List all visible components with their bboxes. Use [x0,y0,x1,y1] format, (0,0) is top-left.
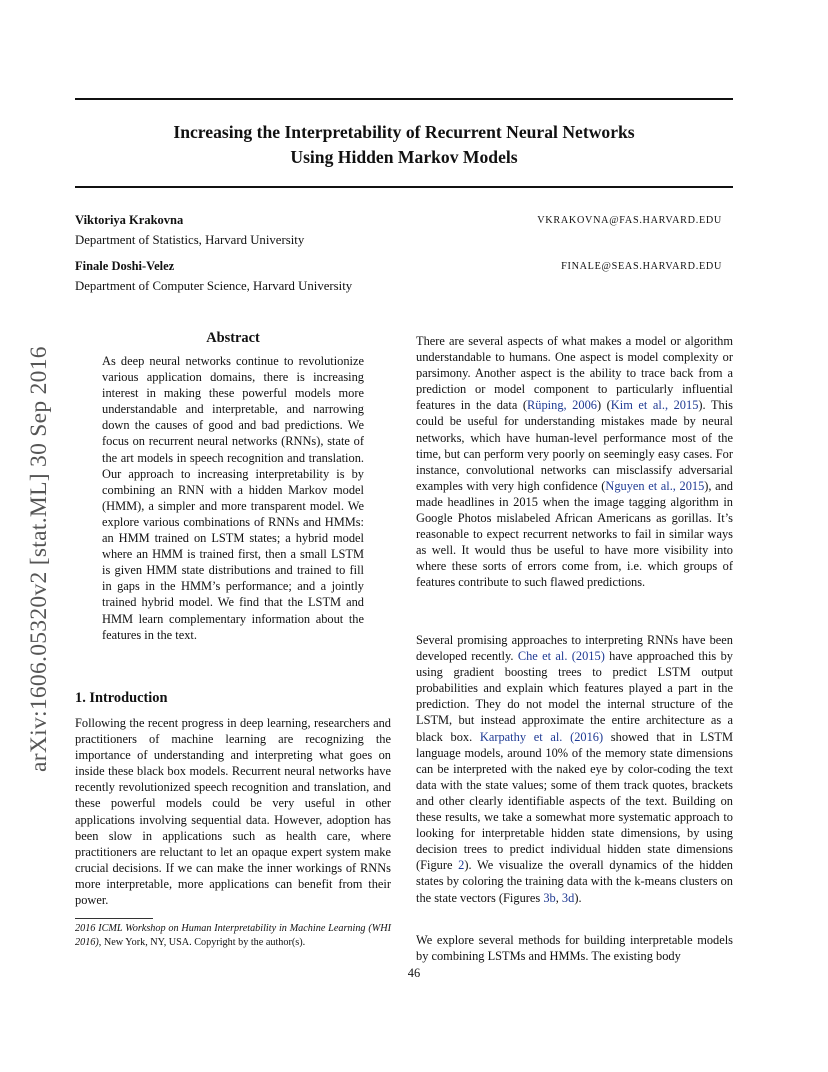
text-run: ). This could be useful for understanding mistakes made by neural networks, which have human-level performance most of the time, but can perform very poorly on seemingly easy cases. For instance, convolutional networks can misclassify adversarial examples with very high confidence ( [416,398,733,493]
paper-title [75,120,733,170]
text-run: ), and made headlines in 2015 when the image tagging algorithm in Google Photos mislabeled African Americans as gorillas. It’s reasonable to expect recurrent networks to fail in similar ways as well. It would thus be useful to have more visibility into where these sorts of errors come from, i.e. which groups of features contribute to such flawed predictions. [416,478,733,590]
text-run: ). We visualize the overall dynamics of the hidden states by coloring the training data with the k-means clusters on the state vectors (Figures [416,858,734,905]
author-email-1[interactable]: VKRAKOVNA@FAS.HARVARD.EDU [537,215,722,226]
title-line-2: Using Hidden Markov Models [290,147,518,167]
text-run: showed that in LSTM language models, around 10% of the memory state dimensions can be interpreted with the naked eye by color-coding the text data with the state values; some of them track quotes, brackets and other clearly identifiable aspects of the text. Building on these results, we take a somewhat more systematic approach to looking for interpretable hidden state dimensions, by using decision trees to predict individual hidden state dimensions (Figure [416,729,733,873]
author-name-1: Viktoriya Krakovna [75,213,184,227]
figure-ref-link[interactable]: 3b [543,890,556,905]
figure-ref-link[interactable]: 2 [458,858,465,873]
abstract-heading: Abstract [206,330,260,346]
citation-link[interactable]: Nguyen et al., 2015 [605,478,705,493]
footnote-venue: 2016 ICML Workshop on Human Interpretability in Machine Learning (WHI 2016) [75,923,391,948]
section-heading-introduction: 1. Introduction [75,690,168,706]
author-email-2[interactable]: FINALE@SEAS.HARVARD.EDU [561,261,722,272]
right-paragraph-2 [416,632,733,906]
text-run: There are several aspects of what makes a model or algorithm understandable to humans. One aspect is model complexity or parsimony. Another aspect is the ability to trace back from a prediction or model component to particularly influential features in the data ( [416,334,733,413]
title-line-1: Increasing the Interpretability of Recurrent Neural Networks [173,122,635,142]
author-affiliation-2: Department of Computer Science, Harvard University [75,279,353,293]
right-paragraph-3: We explore several methods for building interpretable models by combining LSTMs and HMMs. The existing body [416,933,733,964]
text-run: ) ( [596,398,611,413]
text-run: Several promising approaches to interpreting RNNs have been developed recently. [416,633,733,664]
footnote [75,922,391,949]
footnote-rest: , New York, NY, USA. Copyright by the author(s). [98,936,306,948]
introduction-paragraph: Following the recent progress in deep learning, researchers and practitioners of machine learning are recognizing the importance of understanding and interpreting what goes on inside these black box models. Recurrent neural networks have recently revolutionized speech recognition and translation, and these powerful models could be very useful in other applications involving sequential data. However, adoption has been slow in applications such as health care, where practitioners are reluctant to let an opaque expert system make crucial decisions. If we can make the inner workings of RNNs more interpretable, more applications can benefit from their power. [75,716,391,908]
text-run: ). [574,890,582,905]
figure-ref-link[interactable]: 3d [561,890,575,905]
citation-link[interactable]: Che et al. (2015) [517,649,605,664]
text-run: , [555,890,562,905]
citation-link[interactable]: Kim et al., 2015 [610,398,699,413]
page-number: 46 [407,966,421,980]
citation-link[interactable]: Rüping, 2006 [527,398,597,413]
author-affiliation-1: Department of Statistics, Harvard University [75,233,305,247]
text-run: have approached this by using gradient boosting trees to predict LSTM output probabilities and explain which features played a part in the prediction. They do not model the internal structure of the LSTM, but instead approximate the entire architecture as a black box. [416,649,733,744]
footnote-rule [75,918,153,919]
top-rule [75,98,733,100]
citation-link[interactable]: Karpathy et al. (2016) [479,729,604,744]
title-bottom-rule [75,186,733,188]
abstract-body: As deep neural networks continue to revolutionize various application domains, there is increasing interest in making these powerful models more understandable and interpretable, and narrowing down the causes of good and bad predictions. We focus on recurrent neural networks (RNNs), state of the art models in speech recognition and translation. Our approach to increasing interpretability is by combining an RNN with a hidden Markov model (HMM), a simpler and more transparent model. We explore various combinations of RNNs and HMMs: an HMM trained on LSTM states; a hybrid model where an HMM is trained first, then a small LSTM is given HMM state distributions and trained to fill in gaps in the HMM’s performance; and a jointly trained hybrid model. We find that the LSTM and HMM learn complementary information about the features in the text. [102,354,364,642]
right-paragraph-1 [416,333,733,591]
arxiv-side-stamp: arXiv:1606.05320v2 [stat.ML] 30 Sep 2016 [26,346,52,772]
author-name-2: Finale Doshi-Velez [75,259,175,273]
